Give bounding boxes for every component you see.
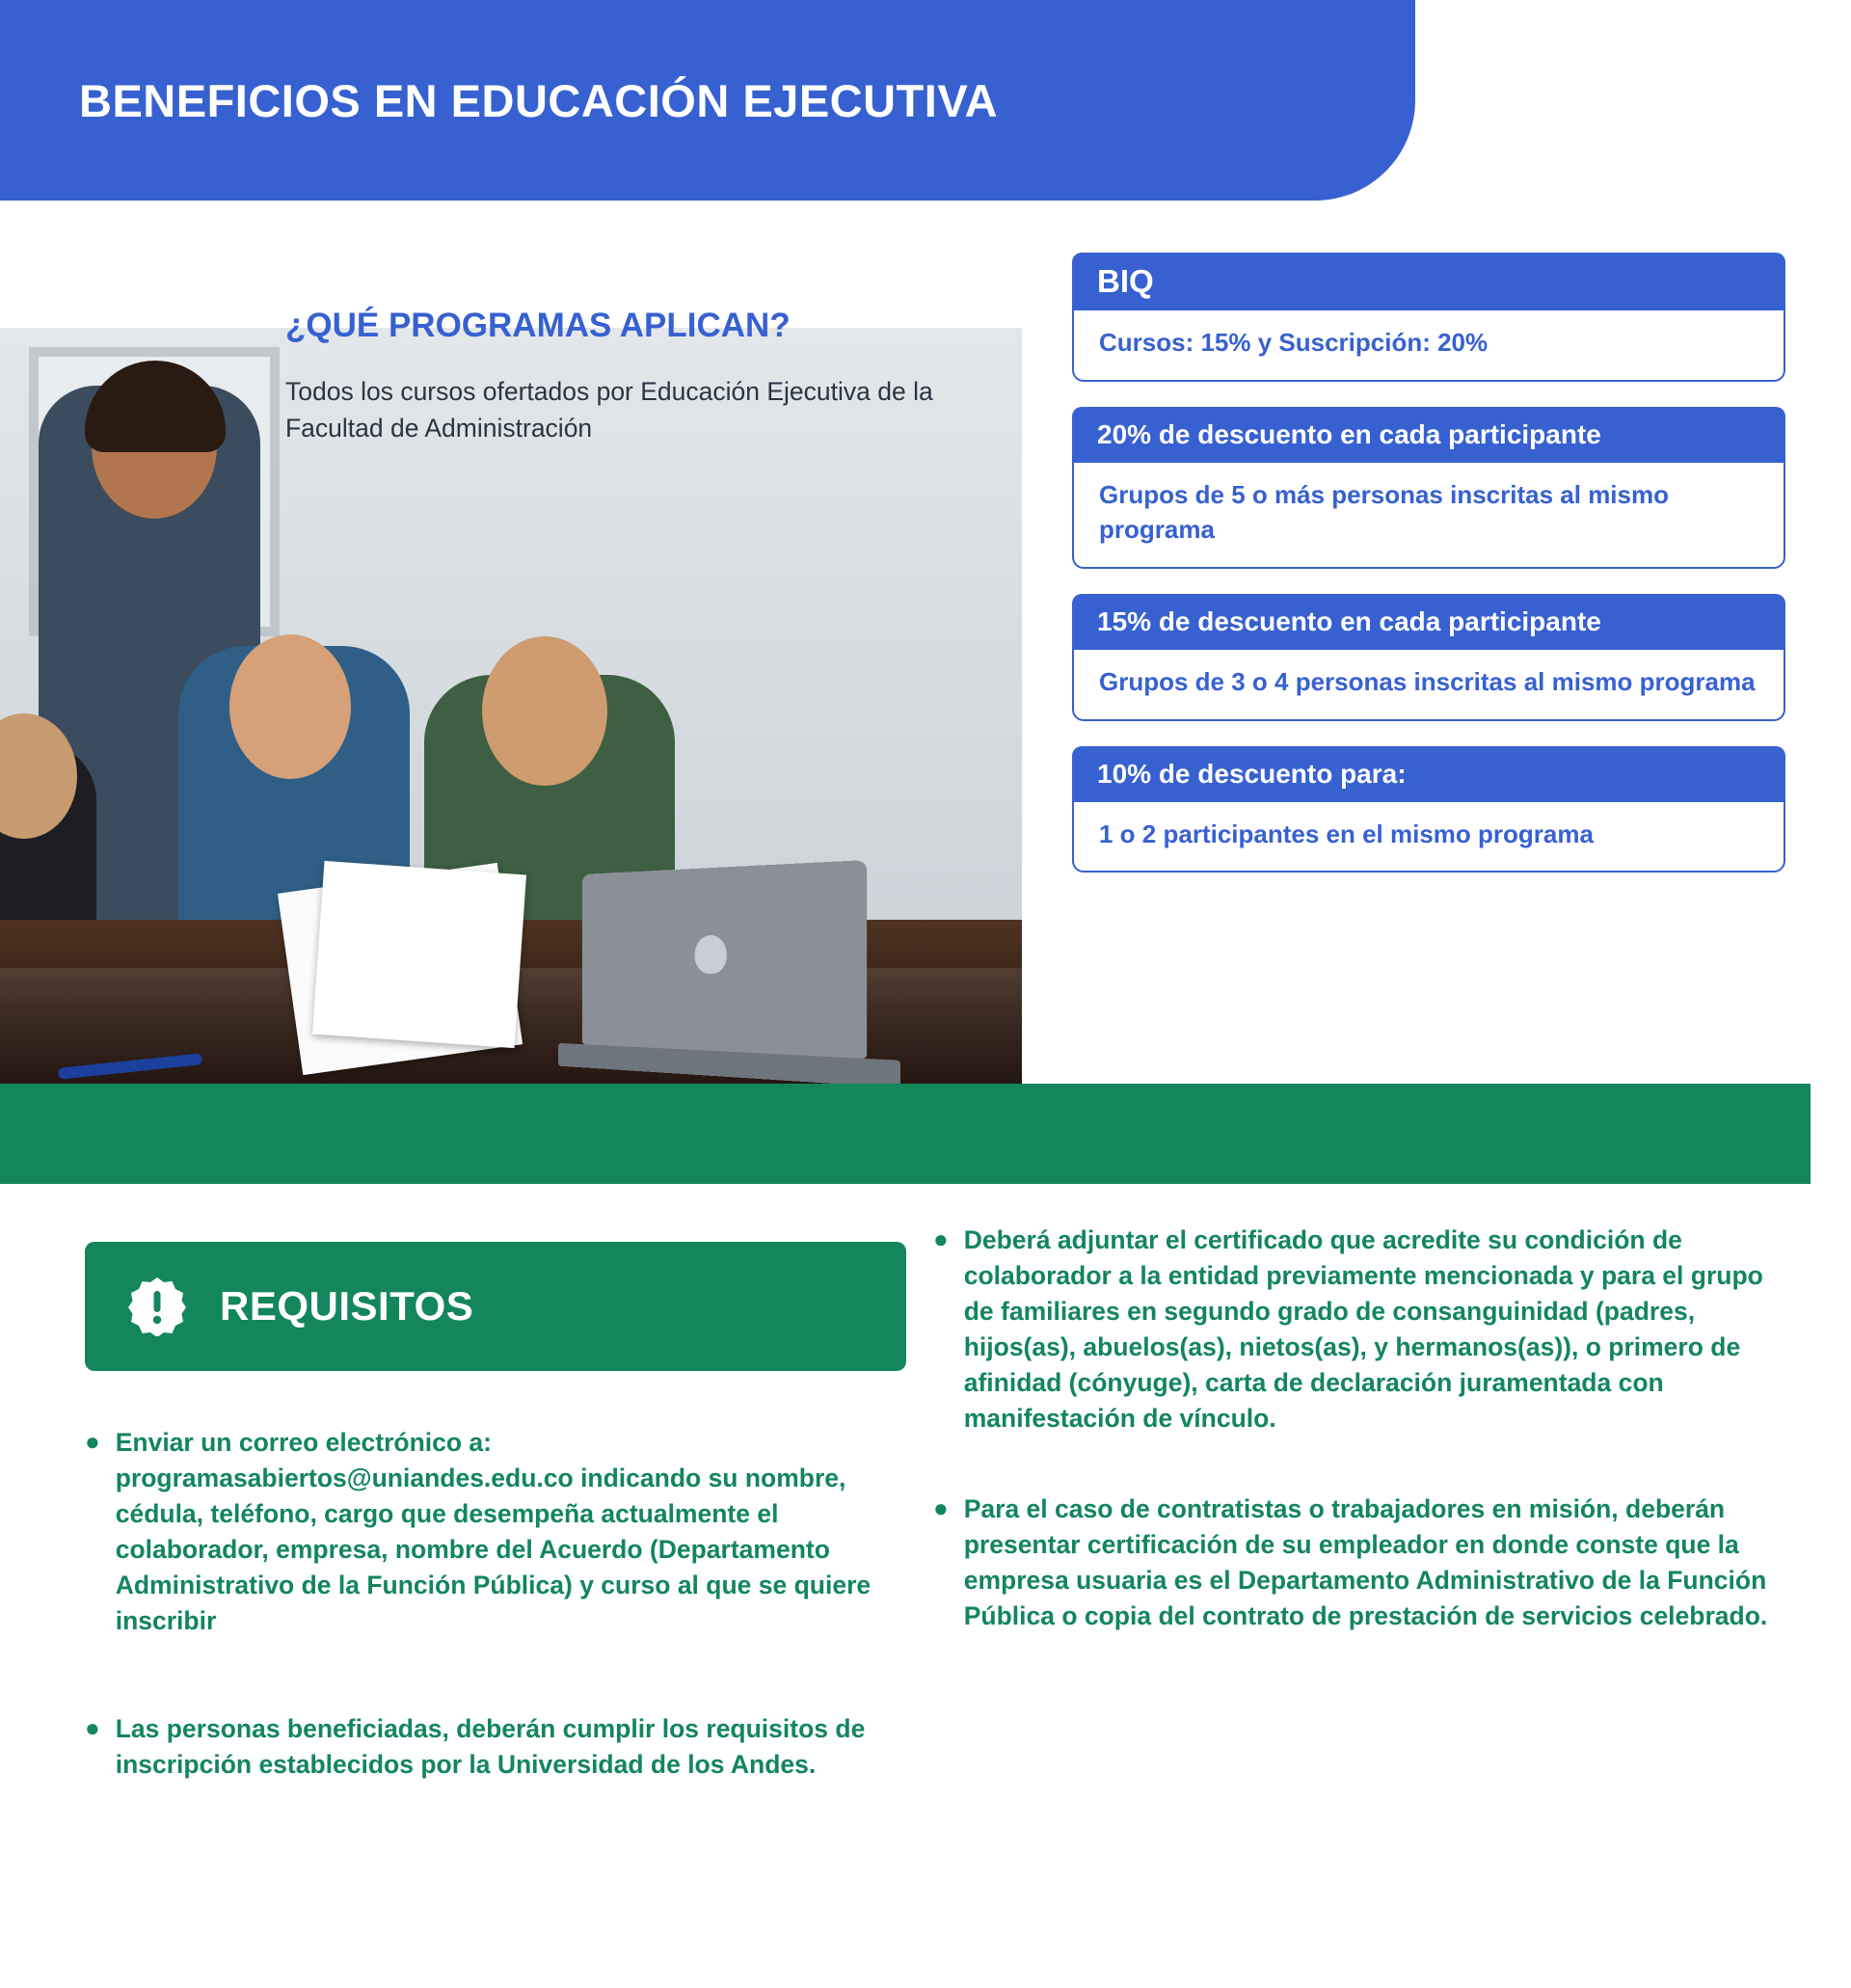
card-discount-15-body: Grupos de 3 o 4 personas inscritas al mismo programa <box>1072 650 1785 721</box>
header-banner <box>0 0 1415 201</box>
card-biq-header: BIQ <box>1072 253 1785 310</box>
card-discount-10 <box>1072 746 1785 873</box>
photo-person-center-head <box>229 634 351 779</box>
discount-cards <box>1072 253 1785 898</box>
list-item <box>85 1425 875 1640</box>
bullet-dot-icon: ● <box>85 1712 100 1742</box>
photo-laptop <box>582 860 867 1059</box>
list-item-text: Para el caso de contratistas o trabajadores en misión, deberán presentar certificación de su empleador en donde conste que la empresa usuaria es el Departamento Administrativo de la Función Pública o copia del contrato de prestación de servicios celebrado. <box>963 1493 1768 1630</box>
list-item <box>933 1491 1772 1634</box>
programs-section <box>285 307 979 446</box>
page-title: BENEFICIOS EN EDUCACIÓN EJECUTIVA <box>79 74 999 126</box>
card-discount-20-header: 20% de descuento en cada participante <box>1072 407 1785 463</box>
card-discount-15-header: 15% de descuento en cada participante <box>1072 594 1785 650</box>
card-biq-body: Cursos: 15% y Suscripción: 20% <box>1072 310 1785 382</box>
requisitos-left-list <box>85 1425 875 1854</box>
list-item-text: Enviar un correo electrónico a: programasabiertos@uniandes.edu.co indicando su nombre, cédula, teléfono, cargo que desempeña actualmente el colaborador, empresa, nombre del Acuerdo (Departamento Administrativo de la Función Pública) y curso al que se quiere inscribir <box>115 1428 872 1636</box>
programs-title: ¿QUÉ PROGRAMAS APLICAN? <box>285 307 791 344</box>
card-biq <box>1072 253 1785 382</box>
requisitos-header <box>85 1242 906 1371</box>
photo-paper-front <box>312 861 526 1048</box>
programs-text: Todos los cursos ofertados por Educación Ejecutiva de la Facultad de Administración <box>285 377 933 443</box>
card-discount-15 <box>1072 594 1785 721</box>
list-item-text: Las personas beneficiadas, deberán cumplir los requisitos de inscripción establecidos por la Universidad de los Andes. <box>115 1713 866 1779</box>
exclamation-badge-icon <box>127 1276 187 1336</box>
card-discount-20-body: Grupos de 5 o más personas inscritas al mismo programa <box>1072 463 1785 569</box>
list-item <box>85 1711 875 1783</box>
requisitos-title: REQUISITOS <box>220 1283 474 1329</box>
card-discount-10-header: 10% de descuento para: <box>1072 746 1785 802</box>
green-divider <box>0 1084 1811 1184</box>
apple-logo-icon <box>695 935 727 974</box>
list-item <box>933 1222 1772 1437</box>
list-item-text: Deberá adjuntar el certificado que acredite su condición de colaborador a la entidad previamente mencionada y para el grupo de familiares en segundo grado de consanguinidad (padres, hijos(as), abuelos(as), nietos(as), y hermanos(as)), o primero de afinidad (cónyuge), carta de declaración juramentada con manifestación de vínculo. <box>963 1225 1763 1434</box>
card-discount-10-body: 1 o 2 participantes en el mismo programa <box>1072 802 1785 873</box>
card-discount-20 <box>1072 407 1785 569</box>
bullet-dot-icon: ● <box>85 1427 100 1456</box>
bullet-dot-icon: ● <box>933 1224 949 1253</box>
photo-person-right-head <box>482 636 607 786</box>
requisitos-right-list <box>933 1222 1772 1688</box>
bullet-dot-icon: ● <box>933 1492 949 1522</box>
